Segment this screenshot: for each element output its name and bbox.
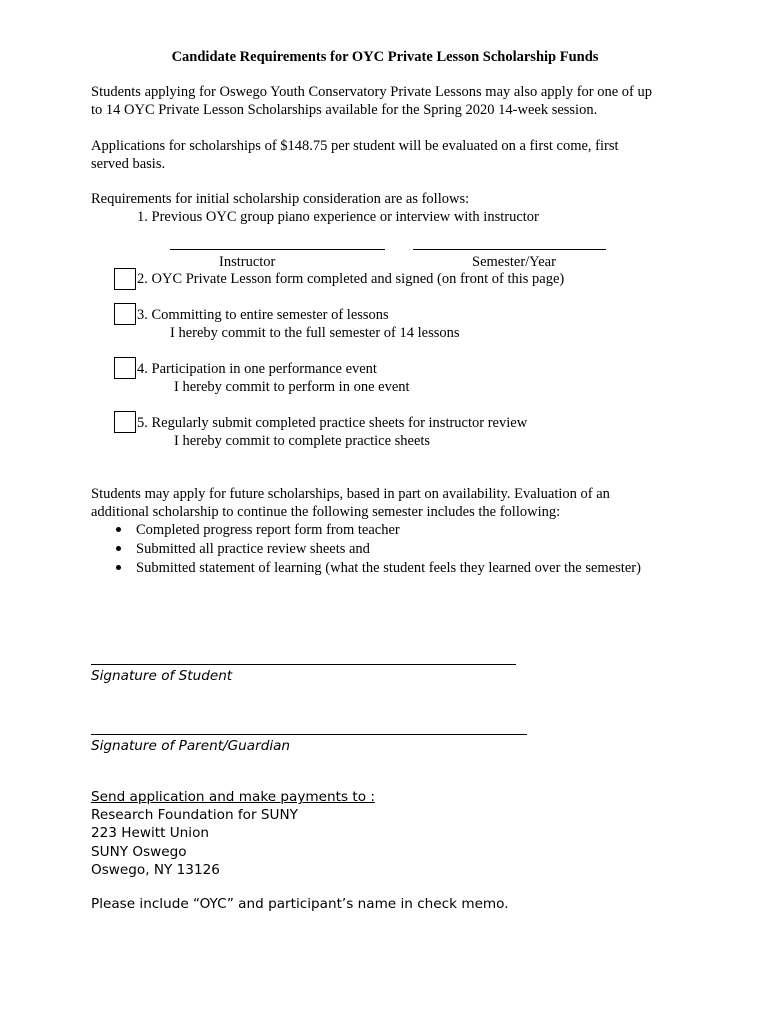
applications-line-1: Applications for scholarships of $148.75 per student will be evaluated on a first come, first — [91, 138, 619, 154]
applications-line-2: served basis. — [91, 156, 166, 172]
page-title: Candidate Requirements for OYC Private Lesson Scholarship Funds — [171, 49, 599, 65]
checkbox-item-4[interactable] — [114, 357, 136, 379]
address-line-2: 223 Hewitt Union — [91, 825, 210, 841]
intro-line-1: Students applying for Oswego Youth Conservatory Private Lessons may also apply for one of up — [91, 84, 653, 100]
bullet-icon — [116, 546, 121, 551]
payment-heading: Send application and make payments to : — [91, 789, 375, 805]
address-line-1: Research Foundation for SUNY — [91, 807, 298, 823]
semester-year-label: Semester/Year — [472, 254, 556, 270]
student-signature-line[interactable] — [91, 664, 516, 665]
requirement-item-5: 5. Regularly submit completed practice sheets for instructor review — [137, 415, 528, 431]
future-bullet-2: Submitted all practice review sheets and — [136, 541, 370, 557]
checkbox-item-5[interactable] — [114, 411, 136, 433]
requirement-item-1: 1. Previous OYC group piano experience or interview with instructor — [137, 209, 539, 225]
requirement-item-4-commitment: I hereby commit to perform in one event — [174, 379, 410, 395]
instructor-signature-line[interactable] — [170, 249, 385, 250]
requirement-item-3-commitment: I hereby commit to the full semester of 14 lessons — [170, 325, 460, 341]
future-line-2: additional scholarship to continue the following semester includes the following: — [91, 504, 561, 520]
parent-signature-label: Signature of Parent/Guardian — [91, 738, 291, 754]
parent-signature-line[interactable] — [91, 734, 527, 735]
requirements-heading: Requirements for initial scholarship consideration are as follows: — [91, 191, 470, 207]
bullet-icon — [116, 527, 121, 532]
requirement-item-4: 4. Participation in one performance event — [137, 361, 377, 377]
requirement-item-3: 3. Committing to entire semester of lessons — [137, 307, 389, 323]
instructor-label: Instructor — [219, 254, 276, 270]
bullet-icon — [116, 565, 121, 570]
requirement-item-5-commitment: I hereby commit to complete practice sheets — [174, 433, 431, 449]
future-bullet-3: Submitted statement of learning (what the student feels they learned over the semester) — [136, 560, 641, 576]
memo-note: Please include “OYC” and participant’s name in check memo. — [91, 896, 509, 912]
student-signature-label: Signature of Student — [91, 668, 233, 684]
future-bullet-1: Completed progress report form from teacher — [136, 522, 400, 538]
address-line-3: SUNY Oswego — [91, 844, 187, 860]
checkbox-item-3[interactable] — [114, 303, 136, 325]
checkbox-item-2[interactable] — [114, 268, 136, 290]
future-line-1: Students may apply for future scholarships, based in part on availability. Evaluation of an — [91, 486, 610, 502]
semester-year-line[interactable] — [413, 249, 606, 250]
address-line-4: Oswego, NY 13126 — [91, 862, 220, 878]
intro-line-2: to 14 OYC Private Lesson Scholarships available for the Spring 2020 14-week session. — [91, 102, 598, 118]
requirement-item-2: 2. OYC Private Lesson form completed and signed (on front of this page) — [137, 271, 565, 287]
